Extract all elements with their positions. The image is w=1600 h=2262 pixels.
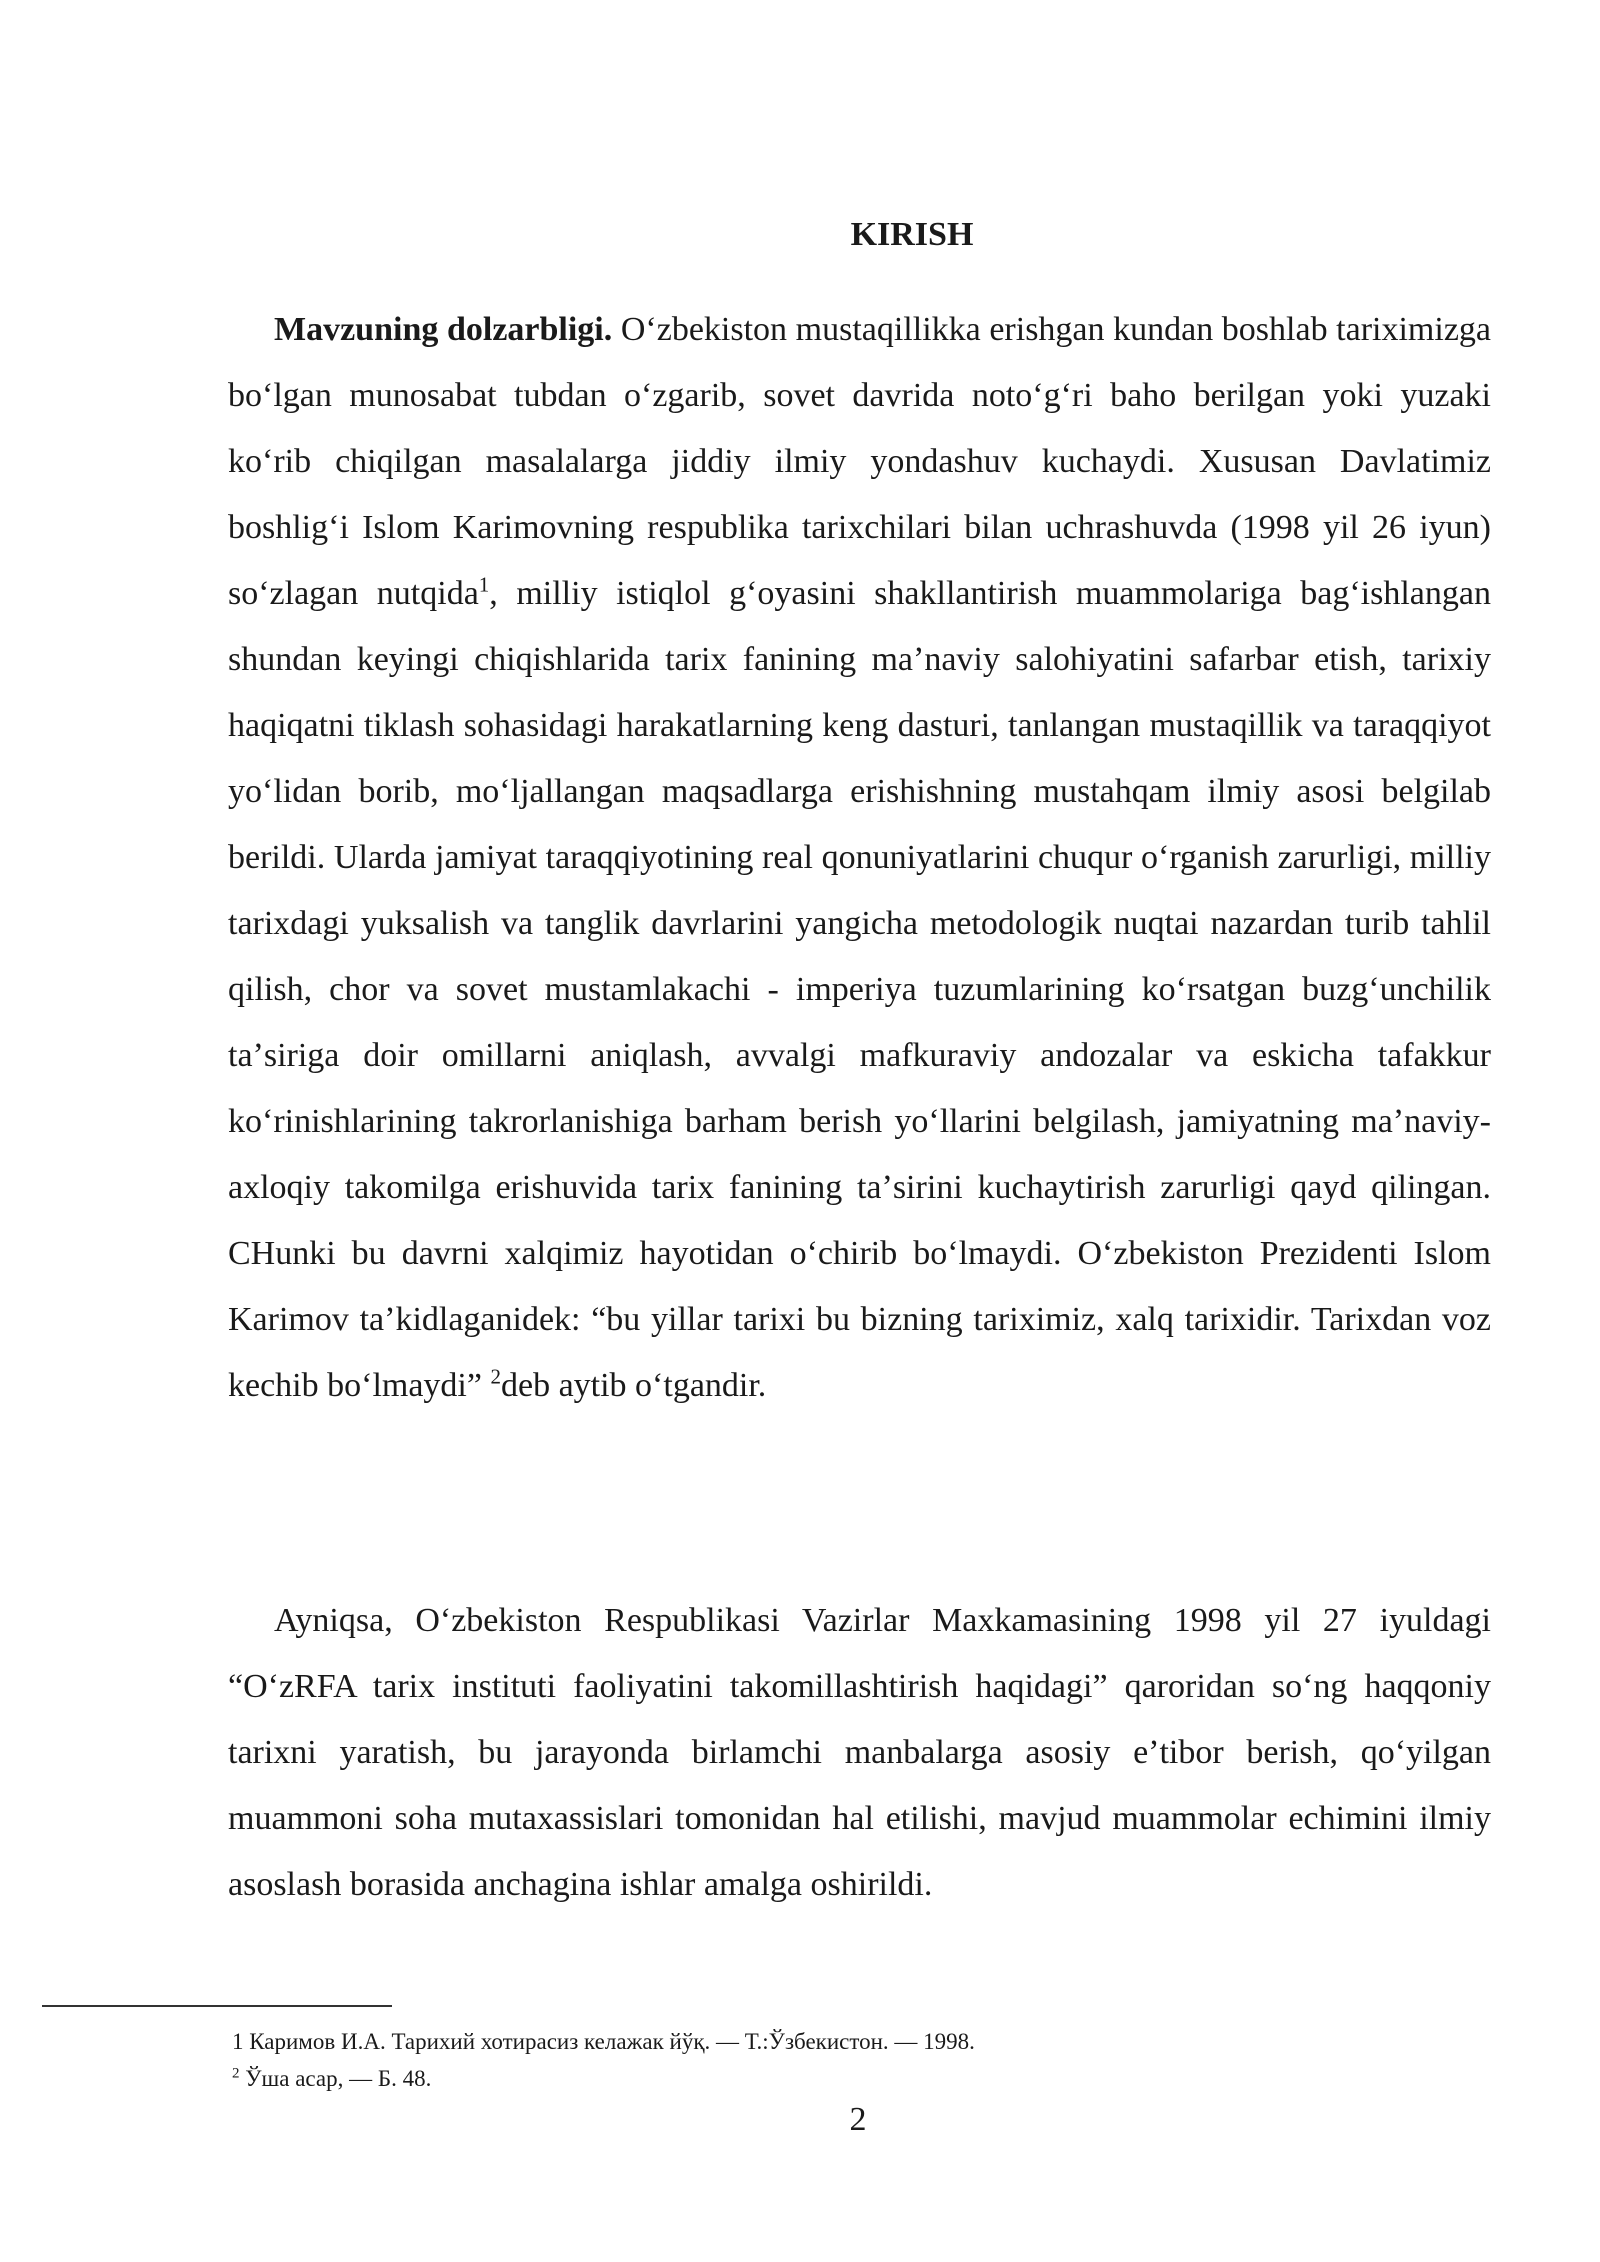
footnote-text: Ўша асар, — Б. 48. [245, 2066, 432, 2091]
paragraph-resolution [228, 1588, 1491, 1918]
footnote-mark: 2 [232, 2065, 240, 2082]
footnote-2 [232, 2064, 431, 2094]
footnote-separator [42, 2005, 392, 2007]
paragraph-text: , milliy istiqlol gʻoyasini shakllantirish muammolariga bagʻishlangan shundan keyingi chiqishlarida tarix fanining maʼnaviy salohiyatini safarbar etish, tarixiy haqiqatni tiklash sohasidagi harakatlarning keng dasturi, tanlangan mustaqillik va taraqqiyot yoʻlidan borib, moʻljallangan maqsadlarga erishishning mustahqam ilmiy asosi belgilab berildi. Ularda jamiyat taraqqiyotining real qonuniyatlarini chuqur oʻrganish zarurligi, milliy tarixdagi yuksalish va tanglik davrlarini yangicha metodologik nuqtai nazardan turib tahlil qilish, chor va sovet mustamlakachi - imperiya tuzumlarining koʻrsatgan buzgʻunchilik taʼsiriga doir omillarni aniqlash, avvalgi mafkuraviy andozalar va eskicha tafakkur koʻrinishlarining takrorlanishiga barham berish yoʻllarini belgilash, jamiyatning maʼnaviy-axloqiy takomilga erishuvida tarix fanining taʼsirini kuchaytirish zarurligi qayd qilingan. CHunki bu davrni xalqimiz hayotidan oʻchirib boʻlmaydi. Oʻzbekiston Prezidenti Islom Karimov taʼkidlaganidek: “bu yillar tarixi bu bizning tariximiz, xalq tarixidir. Tarixdan voz kechib boʻlmaydi” [228, 575, 1491, 1404]
paragraph-relevance [228, 297, 1491, 1419]
footnote-text: Каримов И.А. Тарихий хотирасиз келажак йўқ. — Т.:Ўзбекистон. — 1998. [249, 2029, 975, 2054]
footnote-ref-1[interactable]: 1 [478, 572, 490, 597]
footnote-1 [232, 2027, 975, 2057]
page-title: KIRISH [850, 216, 974, 253]
footnote-mark: 1 [232, 2029, 244, 2054]
page-number: 2 [849, 2101, 867, 2138]
paragraph-lead: Mavzuning dolzarbligi. [274, 311, 613, 348]
paragraph-text: Ayniqsa, Oʻzbekiston Respublikasi Vazirlar Maxkamasining 1998 yil 27 iyuldagi “OʻzRFA tarix instituti faoliyatini takomillashtirish haqidagi” qaroridan soʻng haqqoniy tarixni yaratish, bu jarayonda birlamchi manbalarga asosiy eʼtibor berish, qoʻyilgan muammoni soha mutaxassislari tomonidan hal etilishi, mavjud muammolar echimini ilmiy asoslash borasida anchagina ishlar amalga oshirildi. [228, 1602, 1491, 1903]
footnote-ref-2[interactable]: 2 [490, 1364, 501, 1389]
paragraph-text: Oʻzbekiston mustaqillikka erishgan kundan boshlab tariximizga boʻlgan munosabat tubdan oʻzgarib, sovet davrida notoʻgʻri baho berilgan yoki yuzaki koʻrib chiqilgan masalalarga jiddiy ilmiy yondashuv kuchaydi. Xususan Davlatimiz boshligʻi Islom Karimovning respublika tarixchilari bilan uchrashuvda (1998 yil 26 iyun) soʻzlagan nutqida [228, 311, 1492, 612]
paragraph-text: deb aytib oʻtgandir. [500, 1367, 767, 1404]
